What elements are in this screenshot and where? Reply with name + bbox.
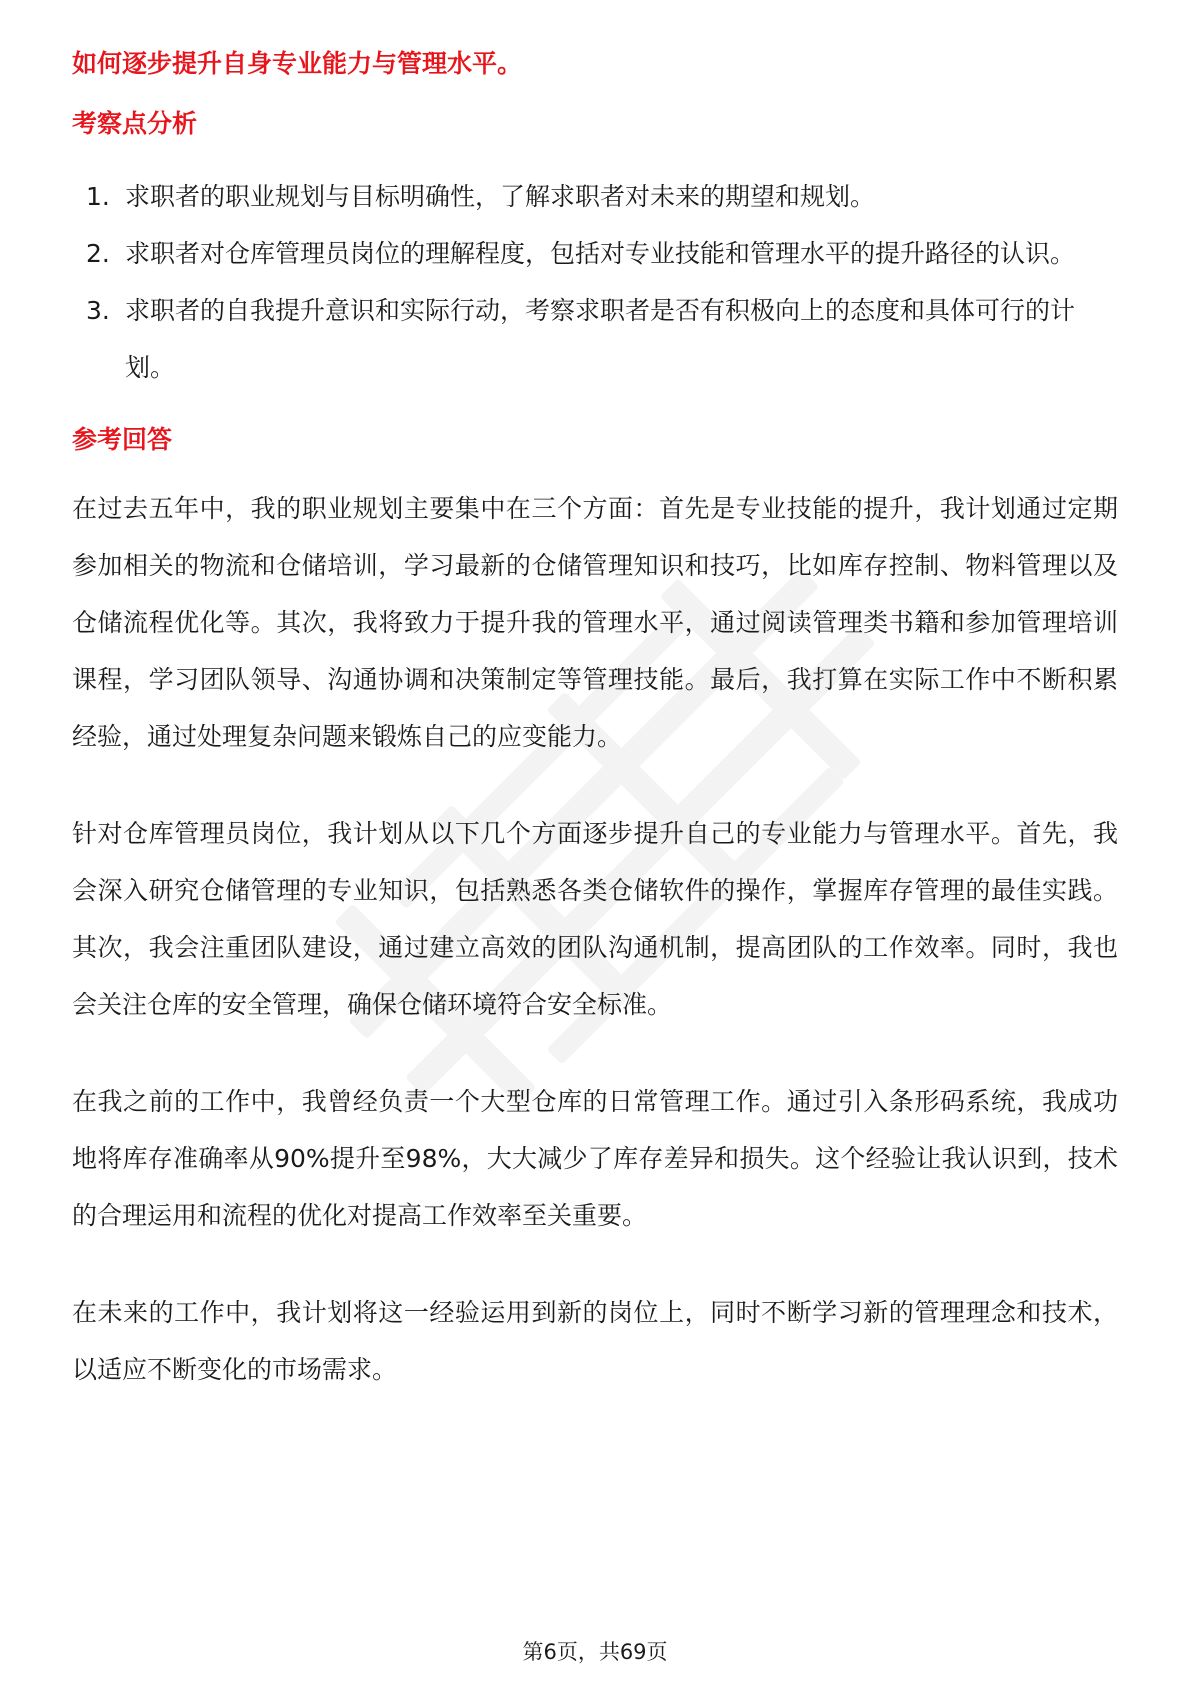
list-item-text: 求职者的自我提升意识和实际行动，考察求职者是否有积极向上的态度和具体可行的计划。 — [125, 296, 1076, 382]
list-item — [72, 282, 1118, 396]
list-item-number: 1. — [86, 182, 110, 211]
list-item-text: 求职者对仓库管理员岗位的理解程度，包括对专业技能和管理水平的提升路径的认识。 — [125, 239, 1076, 268]
list-item — [72, 168, 1118, 225]
answer-paragraph: 在过去五年中，我的职业规划主要集中在三个方面：首先是专业技能的提升，我计划通过定期参加相关的物流和仓储培训，学习最新的仓储管理知识和技巧，比如库存控制、物料管理以及仓储流程优化等。其次，我将致力于提升我的管理水平，通过阅读管理类书籍和参加管理培训课程，学习团队领导、沟通协调和决策制定等管理技能。最后，我打算在实际工作中不断积累经验，通过处理复杂问题来锻炼自己的应变能力。 — [72, 494, 1118, 751]
list-item-number: 2. — [86, 239, 110, 268]
answer-paragraph: 针对仓库管理员岗位，我计划从以下几个方面逐步提升自己的专业能力与管理水平。首先，我会深入研究仓储管理的专业知识，包括熟悉各类仓储软件的操作，掌握库存管理的最佳实践。其次，我会注重团队建设，通过建立高效的团队沟通机制，提高团队的工作效率。同时，我也会关注仓库的安全管理，确保仓储环境符合安全标准。 — [72, 819, 1118, 1019]
answer-body — [72, 480, 1118, 1398]
analysis-list — [72, 168, 1118, 396]
question-title: 如何逐步提升自身专业能力与管理水平。 — [72, 49, 523, 78]
analysis-heading: 考察点分析 — [72, 109, 198, 138]
list-item — [72, 225, 1118, 282]
answer-heading: 参考回答 — [72, 425, 173, 454]
answer-paragraph: 在我之前的工作中，我曾经负责一个大型仓库的日常管理工作。通过引入条形码系统，我成功地将库存准确率从90%提升至98%，大大减少了库存差异和损失。这个经验让我认识到，技术的合理运用和流程的优化对提高工作效率至关重要。 — [72, 1087, 1118, 1230]
answer-paragraph: 在未来的工作中，我计划将这一经验运用到新的岗位上，同时不断学习新的管理理念和技术，以适应不断变化的市场需求。 — [72, 1298, 1118, 1384]
page-number: 第6页，共69页 — [522, 1640, 668, 1664]
main-content — [72, 46, 1118, 1438]
list-item-number: 3. — [86, 296, 110, 325]
list-item-text: 求职者的职业规划与目标明确性，了解求职者对未来的期望和规划。 — [125, 182, 876, 211]
